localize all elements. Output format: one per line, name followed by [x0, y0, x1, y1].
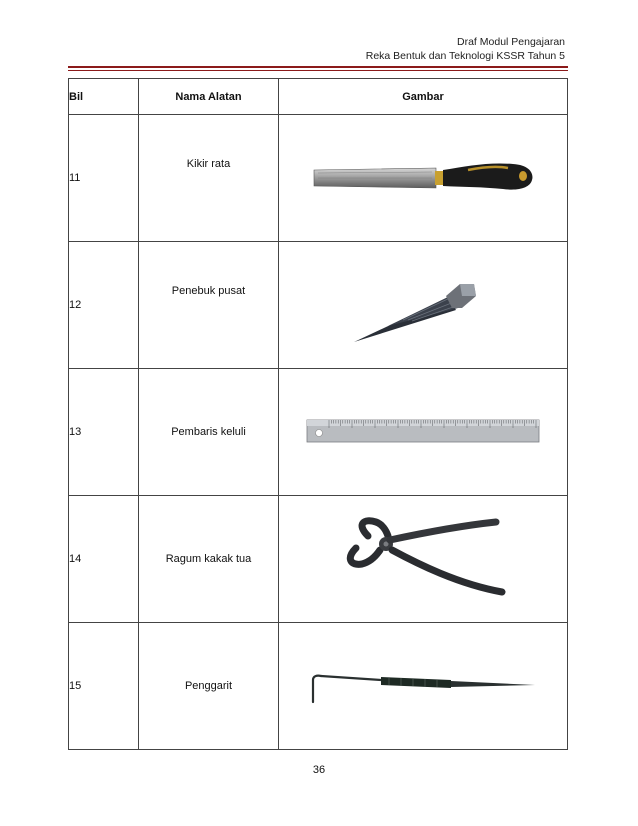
tool-name: Penggarit [139, 623, 279, 750]
table-row [69, 115, 568, 242]
center-punch-icon [348, 260, 498, 350]
tool-image [279, 496, 568, 623]
header-rule-thick [68, 66, 568, 68]
steel-ruler-icon [305, 414, 541, 450]
tool-name [139, 242, 279, 369]
header-subtitle: Reka Bentuk dan Teknologi KSSR Tahun 5 [365, 50, 565, 62]
tool-name: Ragum kakak tua [139, 496, 279, 623]
column-header-nama: Nama Alatan [139, 79, 279, 115]
table-row [69, 369, 568, 496]
row-number: 14 [69, 496, 139, 623]
page-header [366, 35, 565, 63]
column-header-bil: Bil [69, 79, 139, 115]
row-number: 15 [69, 623, 139, 750]
table-row [69, 496, 568, 623]
row-number: 12 [69, 242, 139, 369]
column-header-gambar: Gambar [279, 79, 568, 115]
header-title: Draf Modul Pengajaran [457, 36, 565, 48]
tool-name-text: Kikir rata [186, 158, 231, 170]
tool-name: Pembaris keluli [139, 369, 279, 496]
tool-name [139, 115, 279, 242]
table-header-row [69, 79, 568, 115]
page-number: 36 [312, 764, 326, 776]
tool-image [279, 242, 568, 369]
tool-image [279, 369, 568, 496]
table-row [69, 242, 568, 369]
flat-file-icon [308, 158, 538, 198]
tool-image [279, 115, 568, 242]
header-rule-thin [68, 70, 568, 71]
scriber-icon [305, 666, 541, 706]
tool-image [279, 623, 568, 750]
pincers-icon [338, 514, 508, 604]
row-number: 13 [69, 369, 139, 496]
row-number: 11 [69, 115, 139, 242]
table-row [69, 623, 568, 750]
tools-table [68, 78, 568, 750]
tool-name-text: Penebuk pusat [171, 285, 246, 297]
